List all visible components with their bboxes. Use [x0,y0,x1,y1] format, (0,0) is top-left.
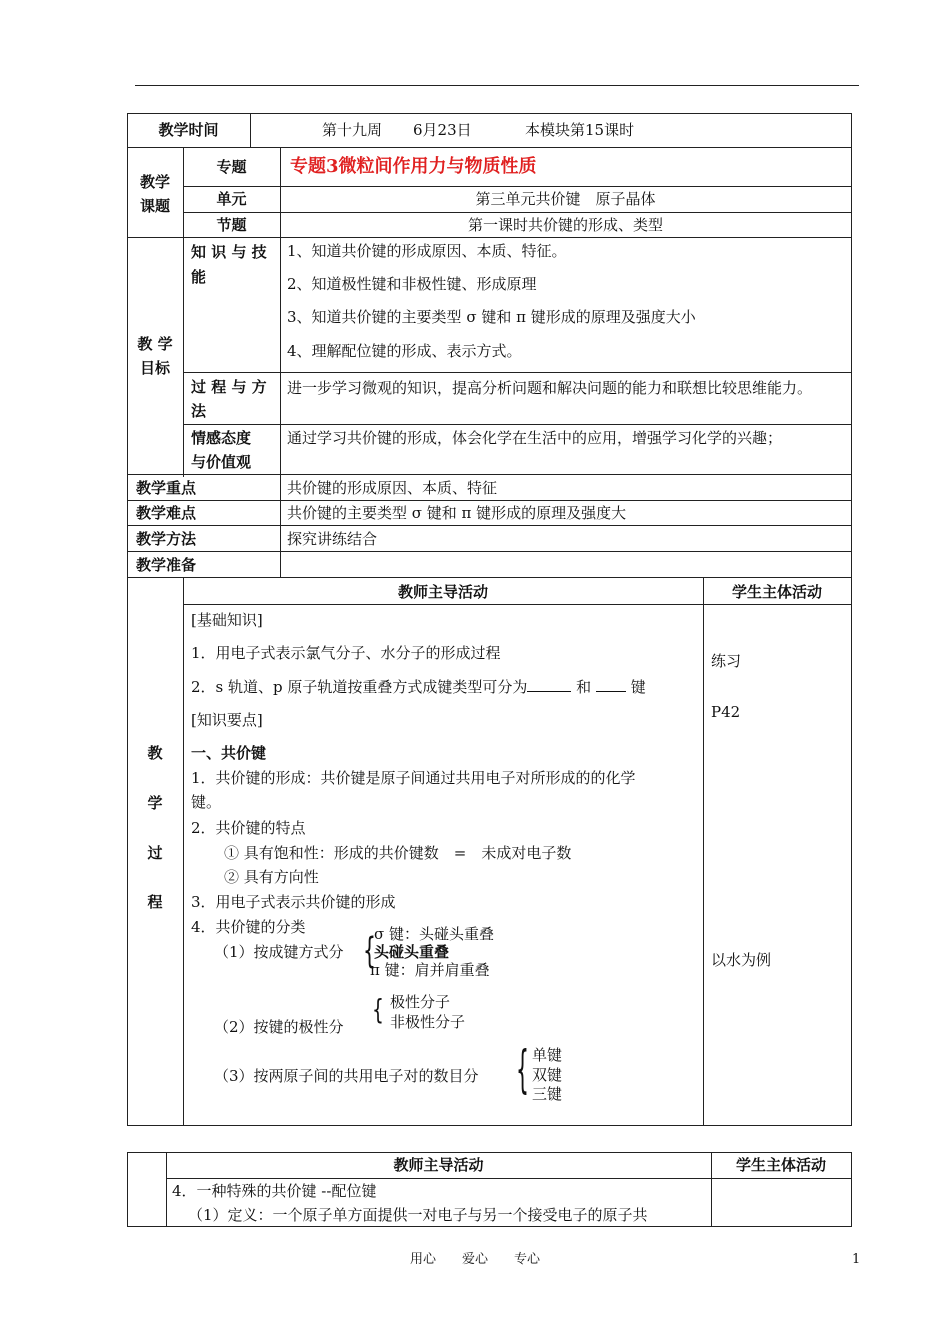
class-1-sigma: σ 键：头碰头重叠 [374,925,495,943]
class-1-pi: π 键：肩并肩重叠 [370,961,490,979]
special-value: 专题3微粒间作用力与物质性质 [290,156,537,177]
covalent-title: 一、共价键 [191,744,267,762]
objectives-label-line2: 目标 [139,359,170,377]
process-label-line2: 法 [191,402,207,420]
table-line [127,551,852,552]
method-value: 探究讲练结合 [287,530,378,548]
page2-line-1: 4．一种特殊的共价键 --配位键 [172,1182,377,1200]
page-number: 1 [852,1252,861,1267]
class-3-label: （3）按两原子间的共用电子对的数目分 [214,1067,479,1085]
table-line [127,237,852,238]
fill-blank-1[interactable] [527,677,571,692]
fill-blank-2[interactable] [596,677,626,692]
student-example: 以水为例 [711,951,772,969]
key-label: 教学重点 [136,479,197,497]
table-line [127,474,852,475]
emotion-label-line1: 情感态度 [191,429,252,447]
table-line [183,604,852,605]
table-line [183,424,852,425]
emotion-value: 通过学习共价键的形成，体会化学在生活中的应用，增强学习化学的兴趣； [287,429,783,447]
basic-item-2-text: 2．s 轨道、p 原子轨道按重叠方式成键类型可分为 [191,678,528,696]
teaching-time-label: 教学时间 [158,121,219,139]
page2-line-2: （1）定义：一个原子单方面提供一对电子与另一个接受电子的原子共 [188,1206,648,1224]
table-line [127,500,852,501]
knowledge-item-2: 2、知道极性键和非极性键、形成原理 [287,275,537,293]
knowledge-label-line1: 知 识 与 技 [191,243,267,261]
basic-item-2 [191,677,646,697]
page2-teacher-header: 教师主导活动 [393,1156,484,1174]
header-rule [135,85,859,86]
teaching-time-period: 本模块第15课时 [525,121,635,139]
difficulty-value: 共价键的主要类型 σ 键和 π 键形成的原理及强度大 [287,504,627,522]
point-2-a: ① 具有饱和性：形成的共价键数 = 未成对电子数 [224,844,572,862]
left-brace-icon: { [372,994,384,1026]
footer-text: 用心 爱心 专心 [409,1252,540,1267]
process-label-line1: 过 程 与 方 [191,378,267,396]
left-brace-icon: { [363,930,376,972]
table-line [127,147,852,148]
process-char-3: 过 [147,844,163,862]
student-page: P42 [711,703,741,721]
teaching-time-date: 6月23日 [413,121,472,139]
method-label: 教学方法 [136,530,197,548]
table-line [127,1152,128,1227]
section-label: 节题 [216,216,247,234]
unit-value: 第三单元共价键 原子晶体 [475,190,656,208]
student-practice: 练习 [711,652,742,670]
basic-knowledge-heading: [基础知识] [191,611,263,629]
class-1-label: （1）按成键方式分 [214,943,344,961]
student-header: 学生主体活动 [731,583,822,601]
difficulty-label: 教学难点 [136,504,197,522]
table-border-left [127,113,128,1126]
knowledge-item-3: 3、知道共价键的主要类型 σ 键和 π 键形成的原理及强度大小 [287,308,696,326]
point-2-b: ② 具有方向性 [224,868,319,886]
prep-label: 教学准备 [136,556,197,574]
table-line [127,113,852,114]
point-1-line1: 1．共价键的形成：共价键是原子间通过共用电子对所形成的的化学 [191,769,636,787]
table-line [703,577,704,1125]
point-1-line2: 键。 [191,793,222,811]
class-2-a: 极性分子 [390,993,451,1011]
class-3-a: 单键 [532,1046,563,1064]
class-2-b: 非极性分子 [390,1013,466,1031]
basic-item-1: 1．用电子式表示氯气分子、水分子的形成过程 [191,644,501,662]
class-3-b: 双键 [532,1066,563,1084]
basic-item-2-end: 键 [630,678,646,696]
unit-label: 单元 [216,190,247,208]
table-line [183,372,852,373]
point-2: 2．共价键的特点 [191,819,306,837]
table-line [127,1226,852,1227]
page2-student-header: 学生主体活动 [735,1156,826,1174]
process-char-2: 学 [147,794,163,812]
topic-label-line1: 教学 [139,173,170,191]
table-line [183,186,852,187]
table-line [127,525,852,526]
point-4: 4．共价键的分类 [191,918,306,936]
class-2-label: （2）按键的极性分 [214,1018,344,1036]
table-line [851,1152,852,1227]
process-value: 进一步学习微观的知识，提高分析问题和解决问题的能力和联想比较思维能力。 [287,379,813,397]
table-line [166,1178,852,1179]
objectives-label-line1: 教 学 [137,335,173,353]
table-line [127,1125,852,1126]
class-3-c: 三键 [532,1085,563,1103]
table-border-right [851,113,852,1126]
topic-label-line2: 课题 [139,197,170,215]
process-char-1: 教 [147,744,163,762]
left-brace-icon: { [516,1040,529,1100]
basic-item-2-and: 和 [576,678,592,696]
point-3: 3．用电子式表示共价键的形成 [191,893,396,911]
knowledge-item-4: 4、理解配位键的形成、表示方式。 [287,342,522,360]
emotion-label-line2: 与价值观 [191,453,252,471]
special-label: 专题 [216,158,247,176]
process-char-4: 程 [147,893,163,911]
class-1-bold: 头碰头重叠 [374,943,450,961]
teacher-header: 教师主导活动 [397,583,488,601]
section-value: 第一课时共价键的形成、类型 [467,216,663,234]
knowledge-item-1: 1、知道共价键的形成原因、本质、特征。 [287,242,567,260]
key-value: 共价键的形成原因、本质、特征 [287,479,498,497]
table-line [127,577,852,578]
knowledge-label-line2: 能 [191,268,207,286]
table-line [280,147,281,577]
table-line [183,212,852,213]
table-line [183,577,184,1125]
table-line [127,1152,852,1153]
key-points-heading: [知识要点] [191,711,263,729]
table-line [250,113,251,148]
teaching-time-week: 第十九周 [322,121,383,139]
